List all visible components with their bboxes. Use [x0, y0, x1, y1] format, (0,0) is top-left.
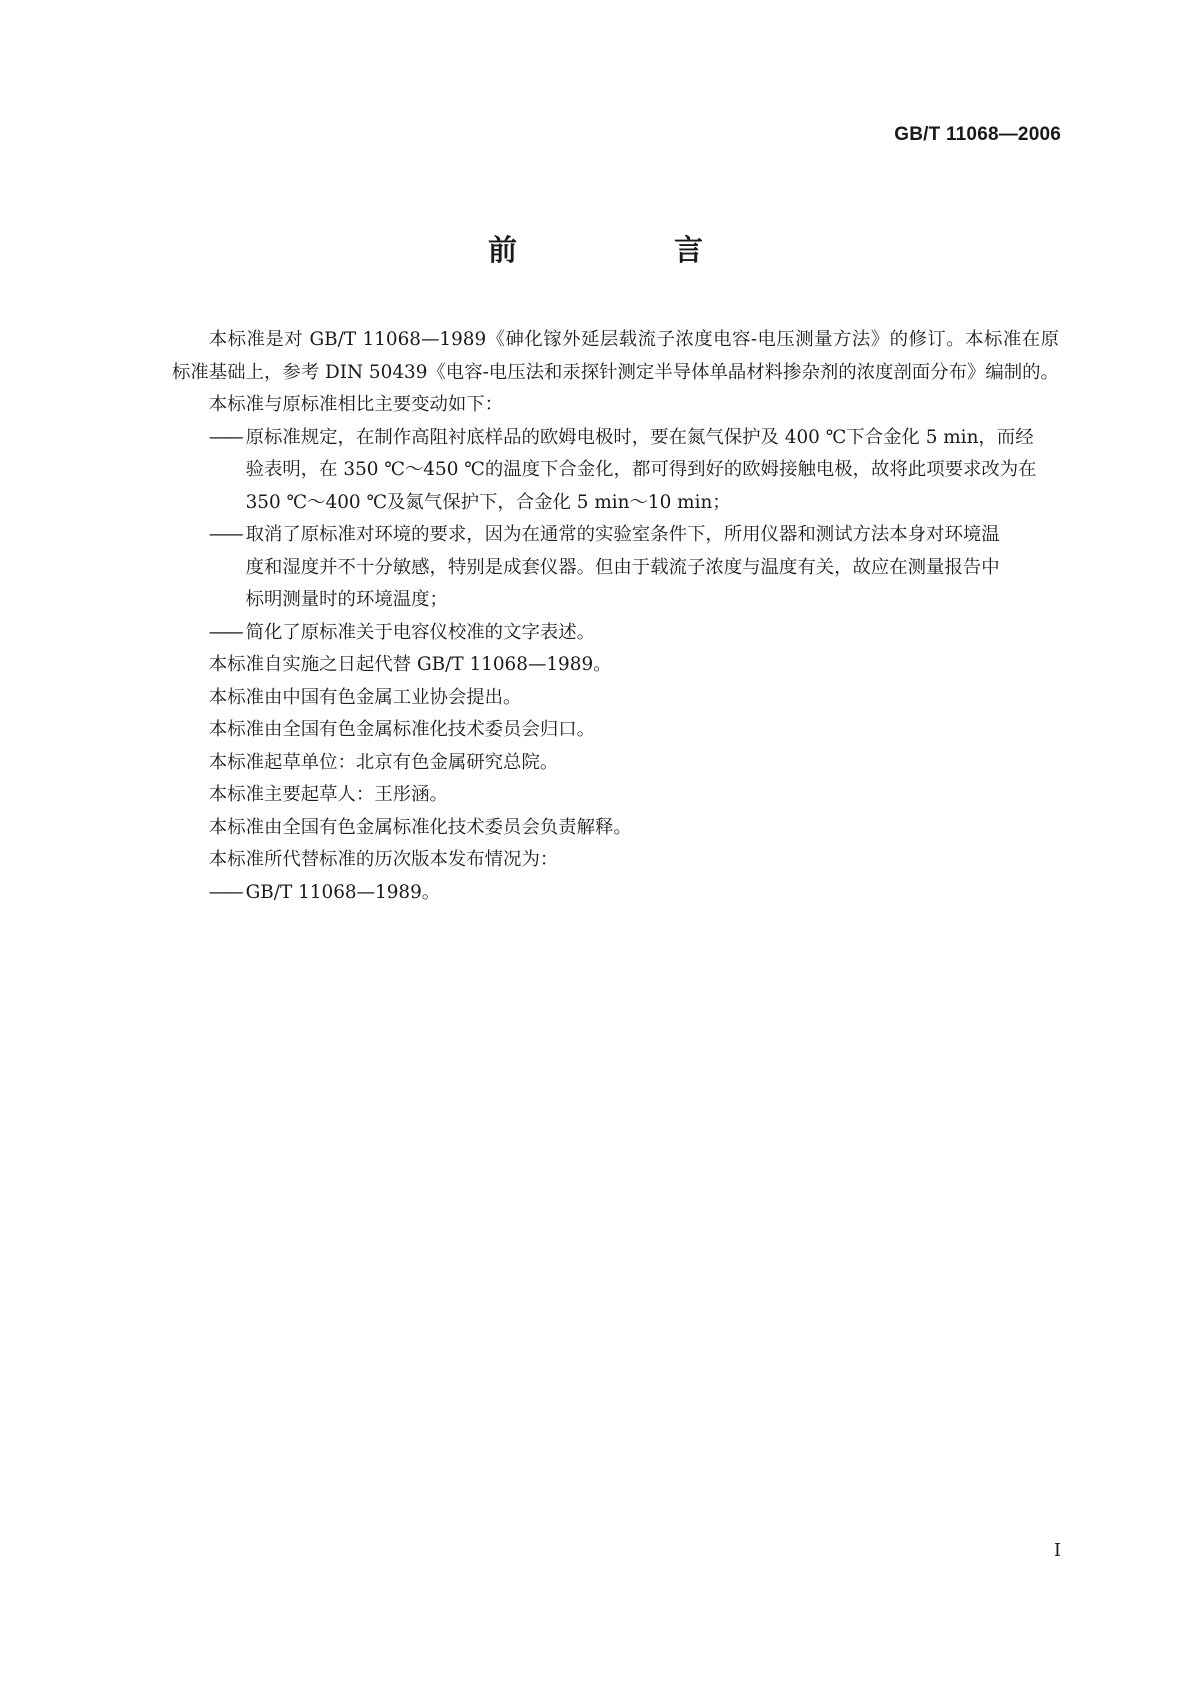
- page-title: 前 言: [487, 233, 767, 267]
- change-item-3-line-1: 简化了原标准关于电容仪校准的文字表述。: [245, 621, 596, 643]
- statement-interpretation: 本标准由全国有色金属标准化技术委员会负责解释。: [208, 816, 632, 838]
- change-item-2-line-1: 取消了原标准对环境的要求，因为在通常的实验室条件下，所用仪器和测试方法本身对环境温: [245, 524, 1000, 545]
- change-item-3: [172, 617, 1059, 650]
- change-item-1-line-3: 350 ℃～400 ℃及氮气保护下，合金化 5 min～10 min；: [245, 491, 731, 513]
- history-item-1-text: GB/T 11068—1989。: [245, 881, 441, 903]
- list-dash: ——: [208, 426, 242, 448]
- history-item-1: [172, 877, 1059, 910]
- statement-drafting-unit: 本标准起草单位：北京有色金属研究总院。: [208, 751, 559, 773]
- change-item-1-line-2: 验表明，在 350 ℃～450 ℃的温度下合金化，都可得到好的欧姆接触电极，故将此项要求改为在: [245, 459, 1037, 480]
- intro-paragraph: 本标准是对 GB/T 11068—1989《砷化镓外延层载流子浓度电容-电压测量方法》的修订。本标准在原标准基础上，参考 DIN 50439《电容-电压法和汞探针测定半导体单晶材料掺杂剂的浓度剖面分布》编制的。: [172, 329, 1059, 383]
- changes-intro: 本标准与原标准相比主要变动如下：: [208, 394, 504, 415]
- change-item-1: [172, 422, 1059, 520]
- standard-number: GB/T 11068—2006: [894, 124, 1061, 145]
- statement-replaces: 本标准自实施之日起代替 GB/T 11068—1989。: [208, 654, 612, 675]
- change-item-1-line-1: 原标准规定，在制作高阻衬底样品的欧姆电极时，要在氮气保护及 400 ℃下合金化 5 min，而经: [245, 426, 1034, 448]
- statement-proposed-by: 本标准由中国有色金属工业协会提出。: [208, 686, 522, 708]
- list-dash: ——: [208, 524, 242, 545]
- statement-history-intro: 本标准所代替标准的历次版本发布情况为：: [208, 849, 559, 870]
- change-item-2-line-2: 度和湿度并不十分敏感，特别是成套仪器。但由于载流子浓度与温度有关，故应在测量报告中: [245, 556, 1000, 578]
- foreword-body: [172, 324, 1059, 909]
- change-item-2-line-3: 标明测量时的环境温度；: [245, 589, 448, 610]
- page-number: I: [1053, 1540, 1061, 1561]
- change-item-2: [172, 519, 1059, 617]
- list-dash: ——: [208, 881, 242, 903]
- list-dash: ——: [208, 621, 242, 643]
- statement-managed-by: 本标准由全国有色金属标准化技术委员会归口。: [208, 719, 596, 740]
- statement-drafter: 本标准主要起草人：王彤涵。: [208, 784, 448, 805]
